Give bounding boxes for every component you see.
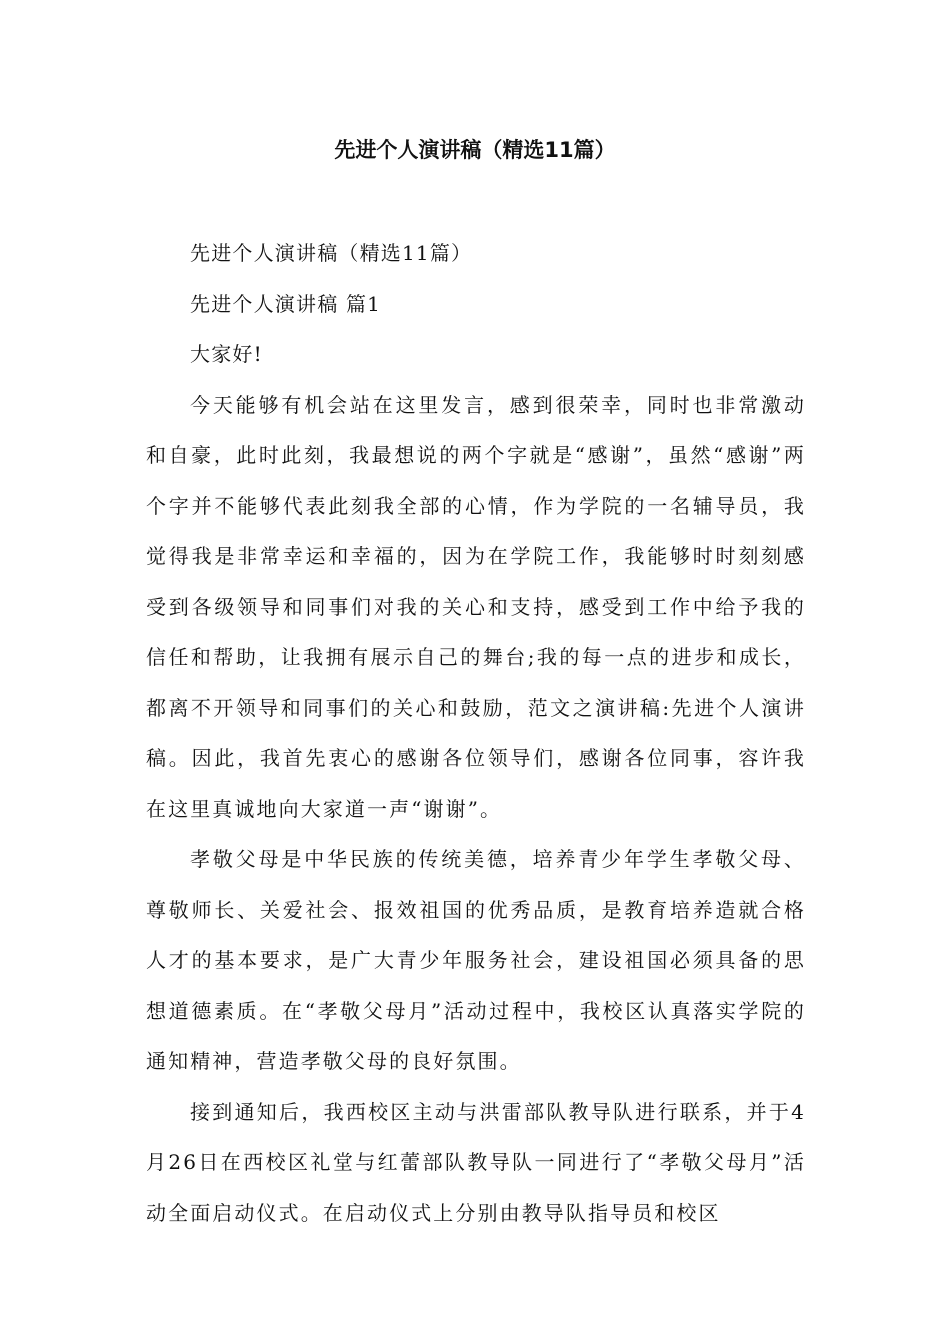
greeting-paragraph: 大家好!: [190, 342, 263, 366]
document-body: [146, 228, 806, 1238]
body-paragraph: 今天能够有机会站在这里发言，感到很荣幸，同时也非常激动和自豪，此时此刻，我最想说的两个字就是“感谢”，虽然“感谢”两个字并不能够代表此刻我全部的心情，作为学院的一名辅导员，我觉得我是非常幸运和幸福的，因为在学院工作，我能够时时刻刻感受到各级领导和同事们对我的关心和支持，感受到工作中给予我的信任和帮助，让我拥有展示自己的舞台;我的每一点的进步和成长，都离不开领导和同事们的关心和鼓励，范文之演讲稿:先进个人演讲稿。因此，我首先衷心的感谢各位领导们，感谢各位同事，容许我在这里真诚地向大家道一声“谢谢”。: [146, 392, 806, 821]
body-paragraph: 孝敬父母是中华民族的传统美德，培养青少年学生孝敬父母、尊敬师长、关爱社会、报效祖国的优秀品质，是教育培养造就合格人才的基本要求，是广大青少年服务社会，建设祖国必须具备的思想道德素质。在“孝敬父母月”活动过程中，我校区认真落实学院的通知精神，营造孝敬父母的良好氛围。: [146, 847, 806, 1073]
document-title: 先进个人演讲稿（精选11篇）: [334, 138, 616, 162]
subtitle-paragraph: 先进个人演讲稿（精选11篇）: [190, 241, 473, 265]
section-heading: 先进个人演讲稿 篇1: [190, 291, 382, 316]
body-paragraph: 接到通知后，我西校区主动与洪雷部队教导队进行联系，并于4月26日在西校区礼堂与红蕾部队教导队一同进行了“孝敬父母月”活动全面启动仪式。在启动仪式上分别由教导队指导员和校区: [146, 1099, 806, 1225]
